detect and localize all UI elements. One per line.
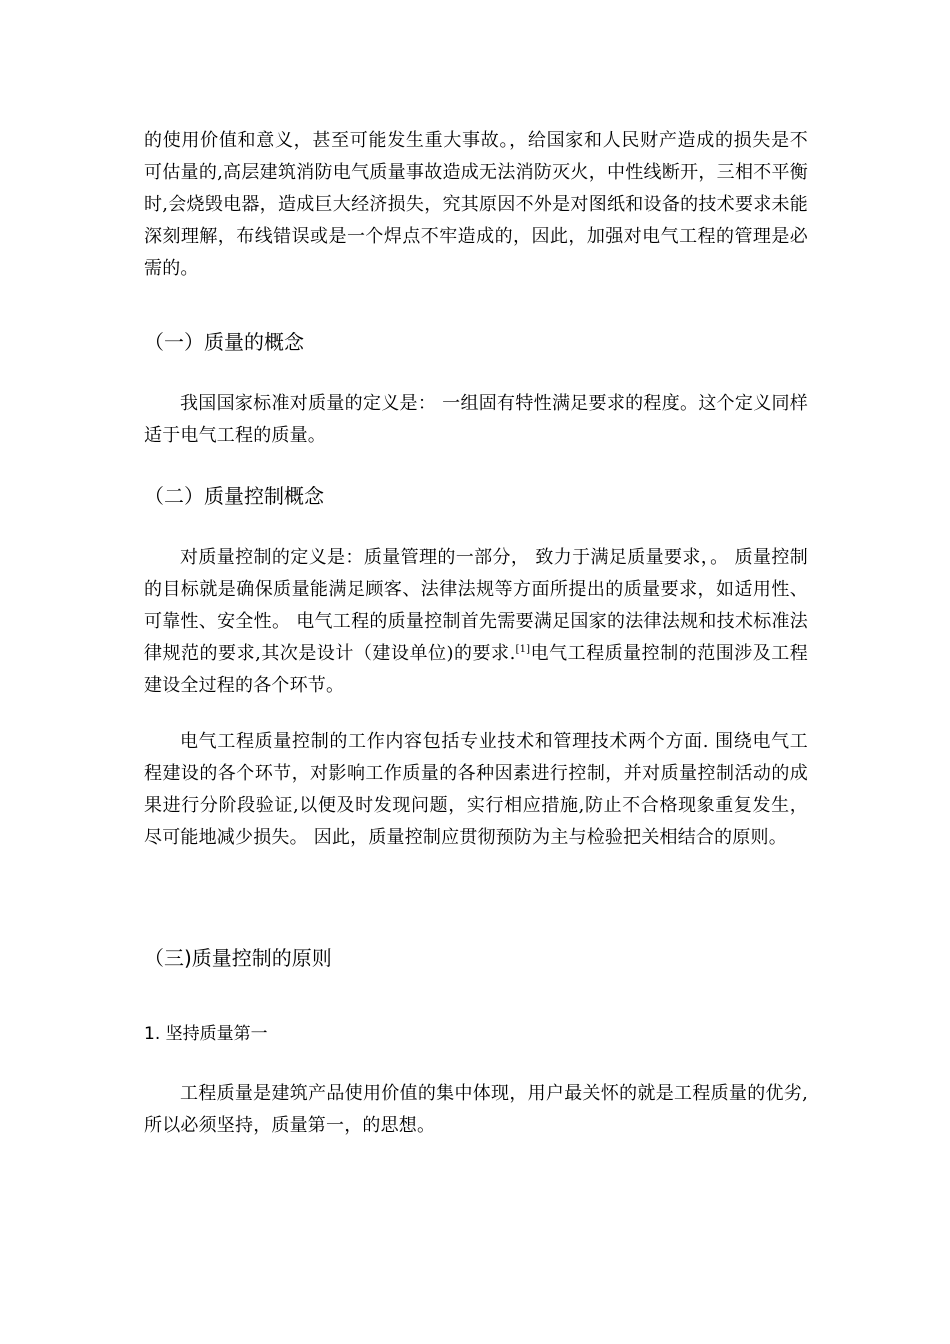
quality-control-scope-text: 电气工程质量控制的范围涉及工程建设全过程的各个环节。 [144, 643, 808, 696]
quality-definition-paragraph: 我国国家标准对质量的定义是： 一组固有特性满足要求的程度。这个定义同样适于电气工程的质量。 [144, 393, 808, 446]
quality-control-definition-paragraph [144, 542, 808, 702]
citation-marker: [1] [515, 644, 531, 655]
section-heading-quality-control-concept: （二）质量控制概念 [144, 484, 324, 508]
intro-paragraph: 的使用价值和意义，甚至可能发生重大事故。，给国家和人民财产造成的损失是不可估量的,高层建筑消防电气质量事故造成无法消防灭火，中性线断开，三相不平衡时,会烧毁电器，造成巨大经济损失，究其原因不外是对图纸和设备的技术要求未能深刻理解，布线错误或是一个焊点不牢造成的，因此，加强对电气工程的管理是必需的。 [144, 130, 808, 279]
quality-control-work-paragraph: 电气工程质量控制的工作内容包括专业技术和管理技术两个方面. 围绕电气工程建设的各个环节，对影响工作质量的各种因素进行控制，并对质量控制活动的成果进行分阶段验证,以便及时发现问题，实行相应措施,防止不合格现象重复发生，尽可能地减少损失。 因此，质量控制应贯彻预防为主与检验把关相结合的原则。 [144, 731, 808, 848]
section-heading-quality-control-principles: （三)质量控制的原则 [144, 946, 332, 970]
section-heading-quality-concept: （一）质量的概念 [144, 330, 304, 354]
subheading-quality-first: 1. 坚持质量第一 [144, 1024, 268, 1044]
quality-control-definition-text: 对质量控制的定义是：质量管理的一部分， 致力于满足质量要求，。 质量控制的目标就是确保质量能满足顾客、法律法规等方面所提出的质量要求，如适用性、可靠性、安全性。 电气工程的质量控制首先需要满足国家的法律法规和技术标准法律规范的要求,其次是设计（建设单位)的要求. [144, 547, 808, 664]
quality-first-paragraph: 工程质量是建筑产品使用价值的集中体现，用户最关怀的就是工程质量的优劣,所以必须坚持，质量第一，的思想。 [144, 1083, 808, 1136]
